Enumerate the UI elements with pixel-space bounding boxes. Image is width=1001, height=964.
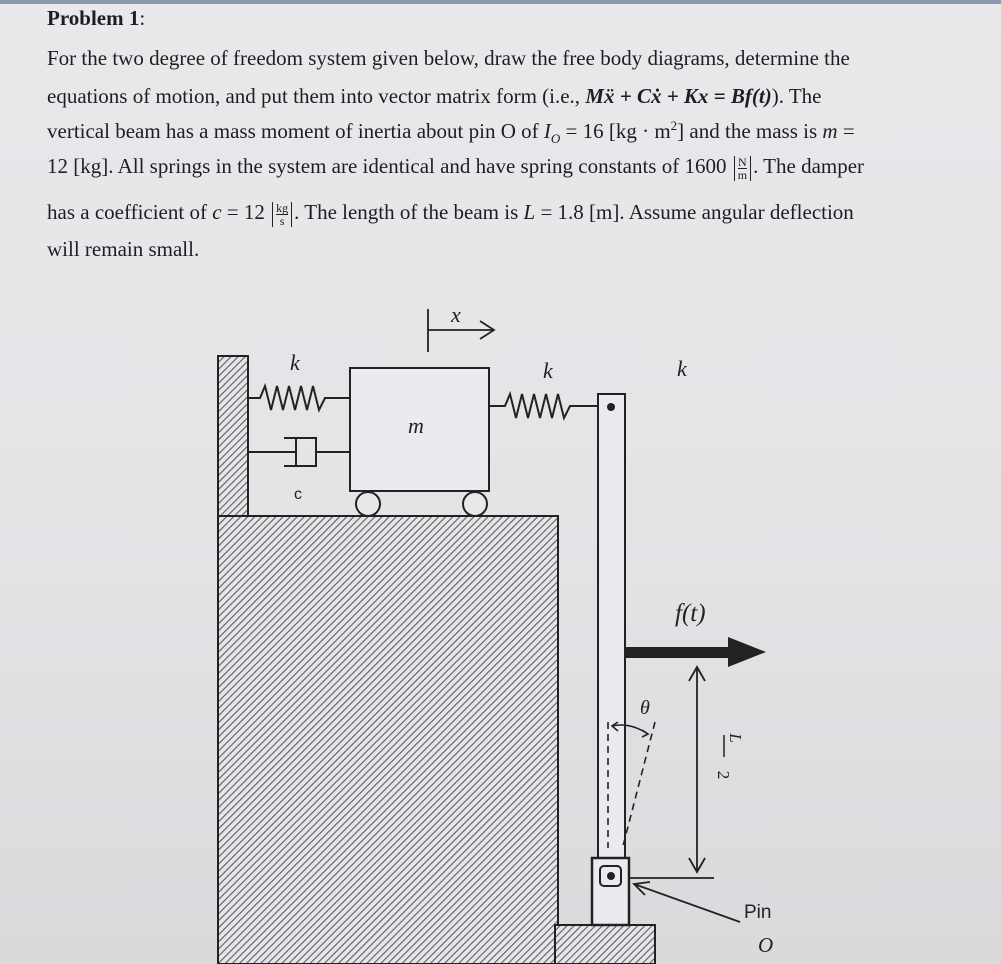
half-length-numerator: L (726, 733, 745, 743)
force-arrow (625, 637, 766, 667)
pin-pointer-arrow (634, 882, 740, 922)
left-spring-label: k (290, 350, 300, 375)
pin-support (592, 858, 629, 925)
x-direction-arrow (428, 309, 494, 352)
middle-spring-label: k (543, 358, 553, 383)
problem-line-1: For the two degree of freedom system given below, draw the free body diagrams, determine the (47, 46, 850, 70)
theta-label: θ (640, 697, 650, 719)
pin-label: Pin (744, 902, 772, 923)
problem-line-4: 12 [kg]. All springs in the system are identical and have spring constants of 1600 $\frac{N}{m}$ . The damper (47, 154, 865, 182)
right-spring-label: k (677, 356, 687, 381)
left-wall (218, 356, 248, 516)
unit-kg-per-s: $\frac{kg}{s}$ (272, 202, 292, 227)
damper (248, 438, 350, 466)
problem-heading: Problem 1: (47, 6, 146, 30)
pin-ground (555, 925, 655, 964)
half-length-denominator: 2 (714, 770, 733, 780)
force-label: f(t) (675, 600, 706, 627)
problem-line-2: equations of motion, and put them into vector matrix form (i.e., Mẍ + Cẋ + Kx = Bf(t)). The (47, 84, 822, 108)
vertical-beam (598, 394, 625, 886)
pin-name: O (758, 933, 774, 957)
unit-n-per-m: $\frac{N}{m}$ (734, 156, 751, 181)
mass-label: m (408, 413, 424, 438)
middle-spring (489, 394, 612, 418)
problem-line-6: will remain small. (47, 237, 200, 261)
ground-block (218, 516, 558, 964)
right-wheel (463, 492, 487, 516)
beam-top-joint (607, 403, 615, 411)
left-spring (248, 386, 350, 410)
equation-vector-form: Mẍ + Cẋ + Kx = Bf(t) (585, 84, 772, 108)
left-wheel (356, 492, 380, 516)
problem-line-3: vertical beam has a mass moment of inertia about pin O of $I_O = 16$ $[kg \cdot m^2]$ and the mass is m = (47, 118, 855, 147)
damper-label: c (294, 486, 302, 503)
x-label: x (451, 302, 461, 327)
problem-line-5: has a coefficient of c = 12 $\frac{kg}{s}$ . The length of the beam is L = 1.8 [m]. Assume angular deflection (47, 200, 854, 228)
